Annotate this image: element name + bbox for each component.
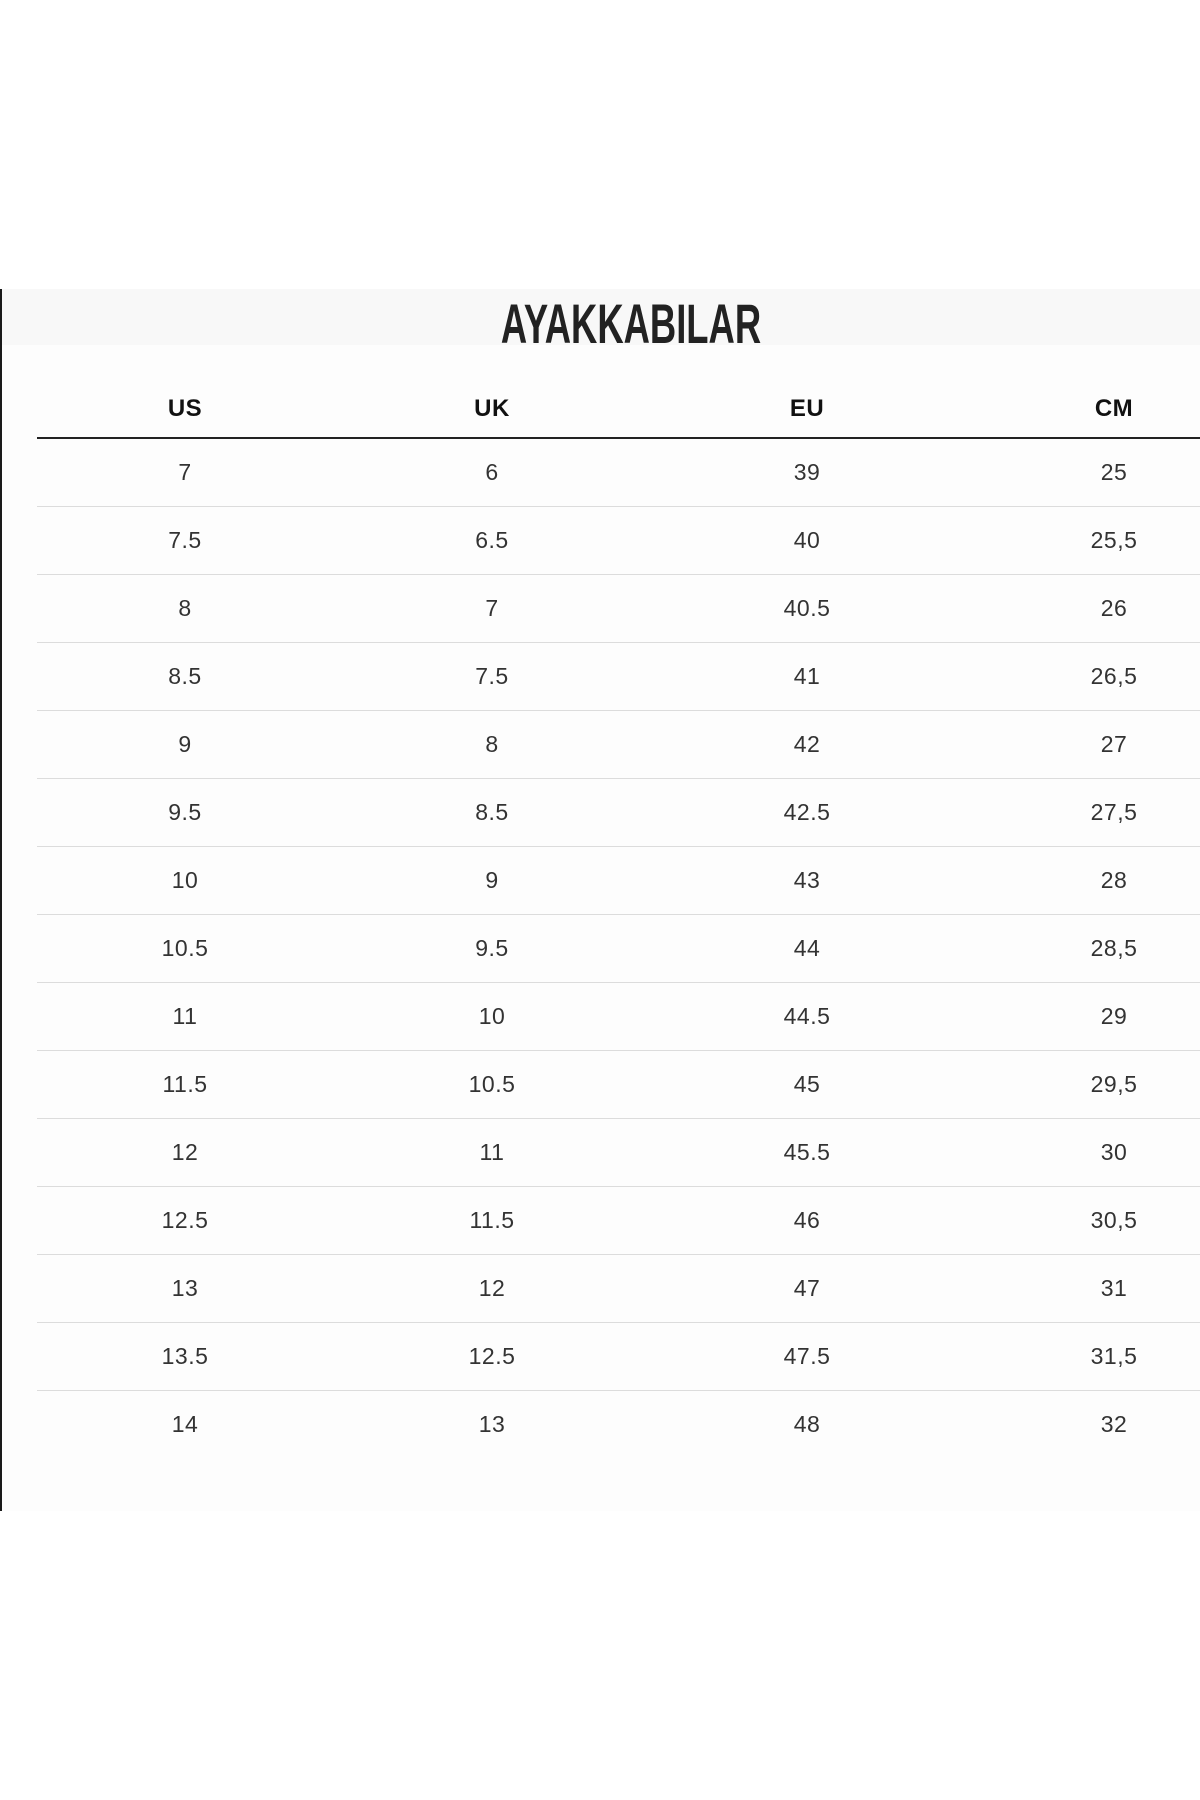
cell-uk: 6 [485, 459, 499, 485]
cell-us: 13.5 [161, 1343, 209, 1369]
cell-cm: 25 [1100, 459, 1128, 485]
cell-uk: 12.5 [468, 1343, 516, 1369]
cell-cm: 30,5 [1090, 1207, 1138, 1233]
cell-uk: 11 [479, 1139, 505, 1165]
table-row [37, 1187, 1200, 1255]
cell-eu: 48 [793, 1411, 821, 1437]
size-table [37, 380, 1200, 1460]
cell-cm: 30 [1100, 1139, 1128, 1165]
table-row [37, 643, 1200, 711]
cell-cm: 27 [1100, 731, 1128, 757]
table-row [37, 575, 1200, 643]
cell-eu: 42 [793, 731, 821, 757]
table-row [37, 711, 1200, 779]
cell-uk: 7 [485, 595, 499, 621]
cell-us: 13 [171, 1275, 199, 1301]
cell-us: 12 [171, 1139, 199, 1165]
table-row [37, 1119, 1200, 1187]
table-row [37, 847, 1200, 915]
cell-us: 10.5 [161, 935, 209, 961]
cell-cm: 29 [1100, 1003, 1128, 1029]
cell-cm: 26 [1100, 595, 1128, 621]
cell-uk: 12 [478, 1275, 506, 1301]
cell-cm: 25,5 [1090, 527, 1138, 553]
cell-eu: 40 [793, 527, 821, 553]
cell-cm: 26,5 [1090, 663, 1138, 689]
cell-cm: 31,5 [1090, 1343, 1138, 1369]
chart-title: AYAKKABILAR [500, 292, 762, 355]
cell-us: 8 [178, 595, 192, 621]
cell-eu: 39 [793, 459, 821, 485]
table-row [37, 779, 1200, 847]
cell-us: 14 [171, 1411, 199, 1437]
cell-cm: 31 [1100, 1275, 1128, 1301]
cell-uk: 7.5 [475, 663, 509, 689]
cell-us: 7 [178, 459, 192, 485]
cell-eu: 45.5 [783, 1139, 831, 1165]
cell-eu: 46 [793, 1207, 821, 1233]
cell-uk: 13 [478, 1411, 506, 1437]
table-row [37, 1391, 1200, 1459]
cell-cm: 28 [1100, 867, 1128, 893]
cell-us: 7.5 [168, 527, 202, 553]
cell-cm: 29,5 [1090, 1071, 1138, 1097]
table-row [37, 983, 1200, 1051]
cell-uk: 9.5 [475, 935, 509, 961]
cell-us: 9.5 [168, 799, 202, 825]
table-row [37, 1323, 1200, 1391]
table-row [37, 1255, 1200, 1323]
cell-eu: 47 [793, 1275, 821, 1301]
table-header-row [37, 380, 1200, 439]
cell-eu: 41 [793, 663, 821, 689]
cell-eu: 43 [793, 867, 821, 893]
cell-us: 11 [172, 1003, 198, 1029]
cell-eu: 40.5 [783, 595, 831, 621]
header-us: US [167, 395, 203, 422]
cell-us: 9 [178, 731, 192, 757]
table-row [37, 1051, 1200, 1119]
cell-us: 11.5 [162, 1071, 208, 1097]
cell-cm: 28,5 [1090, 935, 1138, 961]
cell-us: 12.5 [161, 1207, 209, 1233]
header-eu: EU [789, 395, 825, 422]
header-uk: UK [474, 395, 510, 422]
table-row [37, 439, 1200, 507]
left-border-rule [0, 289, 2, 1511]
cell-uk: 8.5 [475, 799, 509, 825]
cell-cm: 27,5 [1090, 799, 1138, 825]
header-cm: CM [1094, 395, 1134, 422]
cell-eu: 45 [793, 1071, 821, 1097]
cell-uk: 6.5 [475, 527, 509, 553]
cell-eu: 44.5 [783, 1003, 831, 1029]
cell-uk: 9 [485, 867, 499, 893]
table-row [37, 507, 1200, 575]
cell-us: 8.5 [168, 663, 202, 689]
cell-eu: 44 [793, 935, 821, 961]
cell-uk: 8 [485, 731, 499, 757]
cell-eu: 47.5 [783, 1343, 831, 1369]
cell-uk: 10 [478, 1003, 506, 1029]
cell-uk: 11.5 [469, 1207, 515, 1233]
cell-cm: 32 [1100, 1411, 1128, 1437]
table-body [37, 439, 1200, 1459]
cell-eu: 42.5 [783, 799, 831, 825]
cell-uk: 10.5 [468, 1071, 516, 1097]
cell-us: 10 [171, 867, 199, 893]
table-row [37, 915, 1200, 983]
